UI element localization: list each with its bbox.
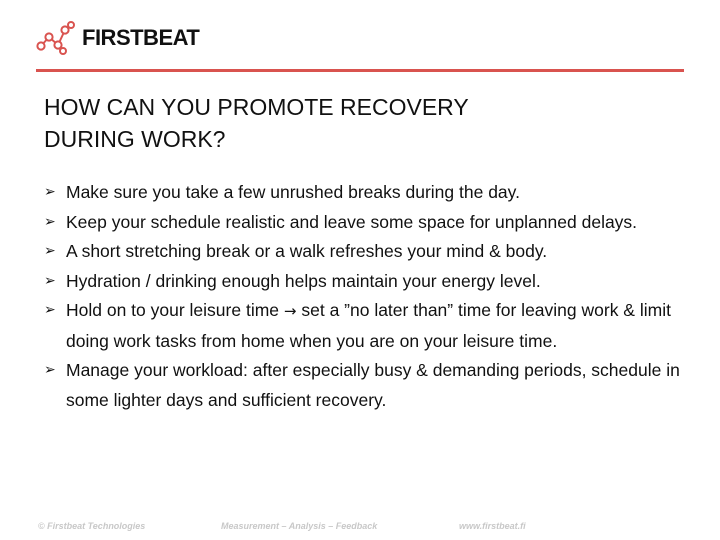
bullet-text: Keep your schedule realistic and leave some space for unplanned delays. [66,211,638,232]
list-item [44,296,684,356]
title-line-1: HOW CAN YOU PROMOTE RECOVERY [44,94,469,120]
footer [0,521,720,535]
header-divider [36,69,684,72]
footer-tagline: Measurement – Analysis – Feedback [221,521,378,531]
tips-list [44,178,684,415]
bullet-arrow-icon: ➢ [44,272,56,289]
firstbeat-network-icon [36,21,76,55]
list-item [44,237,684,267]
list-item [44,178,684,208]
bullet-arrow-icon: ➢ [44,213,56,230]
right-arrow-icon: → [283,302,297,320]
list-item [44,356,684,415]
list-item [44,267,684,297]
title-line-2: DURING WORK? [44,126,226,152]
bullet-text: Manage your workload: after especially busy & demanding periods, schedule in some lighter days and sufficient recovery. [66,360,680,410]
footer-copyright: © Firstbeat Technologies [38,521,146,531]
bullet-arrow-icon: ➢ [44,362,56,378]
footer-website: www.firstbeat.fi [459,521,526,531]
bullet-text: A short stretching break or a walk refreshes your mind & body. [66,241,548,261]
logo-wordmark: FIRSTBEAT [82,25,200,50]
bullet-text-pre: Hold on to your leisure time [66,300,280,320]
bullet-arrow-icon: ➢ [44,184,56,200]
list-item [44,208,684,238]
bullet-text: Hydration / drinking enough helps maintain your energy level. [66,270,541,291]
bullet-text: Make sure you take a few unrushed breaks during the day. [66,182,520,202]
firstbeat-logo [36,18,199,58]
bullet-arrow-icon: ➢ [44,302,56,318]
bullet-text-post: set a ”no later than” time for leaving work & limit doing work tasks from home when you are on your leisure time. [66,300,671,351]
bullet-arrow-icon: ➢ [44,243,56,259]
slide-title [44,91,664,155]
